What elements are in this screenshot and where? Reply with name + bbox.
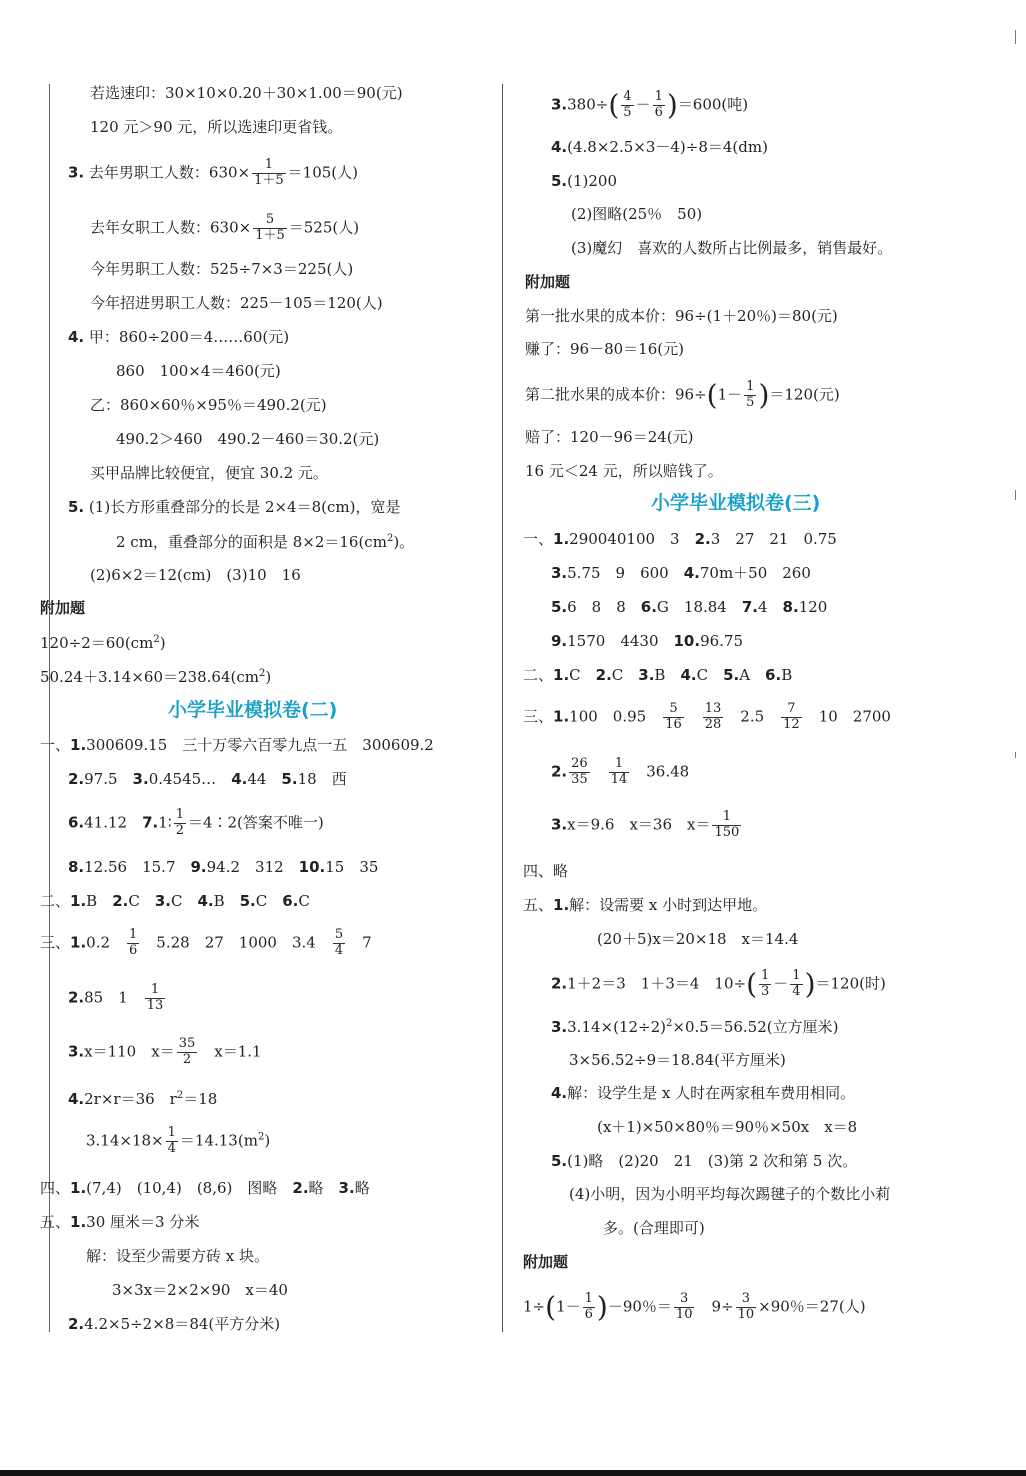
- answer-line: 6.41.12 7.1∶ $\frac{1}{2}$ ＝4∶2(答案不唯一): [68, 807, 324, 838]
- answer-line: 2.1＋2＝3 1＋3＝4 10÷( $\frac{1}{3}$ － $\frac{1}{4}$ )＝120(时): [551, 967, 886, 1001]
- fraction: $\frac{5}{16}$: [665, 701, 682, 732]
- answer-line: 赔了：120－96＝24(元): [525, 428, 694, 446]
- answer-line: 9.1570 4430 10.96.75: [551, 632, 744, 650]
- answer-line: (x＋1)×50×80％＝90％×50x x＝8: [597, 1118, 858, 1136]
- answer-line: $50.24+3.14\times 60=238.64(cm^2)$: [40, 668, 272, 686]
- answer-line: 1÷(1－ $\frac{1}{6}$ )－90％＝ $\frac{3}{10}$ 9÷ $\frac{3}{10}$ ×90％＝27(人): [523, 1290, 866, 1324]
- answer-line: (2)图略(25％ 50): [571, 205, 703, 223]
- exam-3-title: 小学毕业模拟卷(三): [651, 492, 821, 514]
- answer-line: 2.4.2×5÷2×8＝84(平方分米): [68, 1315, 281, 1333]
- question-5-line: 5. (1)长方形重叠部分的长是 2×4＝8(cm)，宽是: [68, 498, 401, 516]
- answer-line: 去年女职工人数：630× $\frac{5}{1+5}$ ＝525(人): [90, 212, 360, 243]
- answer-line: 5.6 8 8 6.G 18.84 7.4 8.120: [551, 598, 828, 616]
- fraction: $\frac{1}{6}$: [654, 89, 663, 120]
- fraction: $\frac{1}{3}$: [761, 968, 770, 999]
- edge-tick: [1015, 490, 1016, 500]
- fraction: $\frac{1}{14}$: [610, 756, 628, 787]
- section-2-line: 二、1.C 2.C 3.B 4.C 5.A 6.B: [523, 666, 793, 684]
- fraction: $\frac{3}{10}$: [675, 1291, 693, 1322]
- answer-line: (4)小明，因为小明平均每次踢毽子的个数比小莉: [569, 1185, 891, 1203]
- bonus-heading: 附加题: [525, 273, 571, 291]
- answer-line: 乙：860×60％×95％＝490.2(元): [90, 396, 327, 414]
- answer-line: 今年男职工人数：525÷7×3＝225(人): [90, 260, 354, 278]
- column-divider: [502, 84, 503, 1332]
- answer-line: 3.x＝9.6 x＝36 x＝ $\frac{1}{150}$: [551, 809, 740, 840]
- answer-line: 今年招进男职工人数：225－105＝120(人): [90, 294, 383, 312]
- edge-tick: [1015, 752, 1016, 758]
- fraction: $\frac{4}{5}$: [623, 89, 632, 120]
- answer-line: $120\div 2=60(cm^2)$: [40, 634, 166, 652]
- exam-2-title: 小学毕业模拟卷(二): [168, 699, 338, 721]
- question-3-line: 3.380÷( $\frac{4}{5}$ － $\frac{1}{6}$ )＝600(吨): [551, 88, 749, 122]
- fraction: $\frac{5}{1+5}$: [255, 212, 285, 243]
- fraction: $\frac{35}{2}$: [178, 1036, 196, 1067]
- question-4-line: 4.(4.8×2.5×3－4)÷8＝4(dm): [551, 138, 768, 156]
- section-4-line: 四、1.(7,4) (10,4) (8,6) 图略 2.略 3.略: [40, 1179, 370, 1197]
- section-5-line: 五、1.30 厘米＝3 分米: [40, 1213, 200, 1231]
- answer-line: (20＋5)x＝20×18 x＝14.4: [597, 930, 799, 948]
- question-3-line: 3. 去年男职工人数：630× $\frac{1}{1+5}$ ＝105(人): [68, 157, 359, 188]
- answer-line: 3.14×18× $\frac{1}{4}$ $=14.13(m^2)$: [86, 1125, 271, 1156]
- bonus-heading: 附加题: [523, 1253, 569, 1271]
- fraction: $\frac{1}{1+5}$: [254, 157, 284, 188]
- answer-line: 16 元＜24 元，所以赔钱了。: [525, 462, 723, 480]
- answer-line: 8.12.56 15.7 9.94.2 312 10.15 35: [68, 858, 379, 876]
- bottom-edge-bar: [0, 1470, 1026, 1476]
- answer-line: 4.解：设学生是 x 人时在两家租车费用相同。: [551, 1084, 856, 1102]
- answer-line: 若选速印：30×10×0.20＋30×1.00＝90(元): [90, 84, 403, 102]
- fraction: $\frac{1}{4}$: [792, 968, 801, 999]
- answer-line: 第二批水果的成本价：96÷(1－ $\frac{1}{5}$ )＝120(元): [525, 378, 840, 412]
- answer-line: 2.97.5 3.0.4545… 4.44 5.18 西: [68, 770, 347, 788]
- section-5-line: 五、1.解：设需要 x 小时到达甲地。: [523, 896, 768, 914]
- fraction: $\frac{5}{4}$: [334, 927, 344, 958]
- fraction: $\frac{1}{150}$: [714, 809, 740, 840]
- fraction: $\frac{1}{6}$: [129, 927, 138, 958]
- answer-line: $3.3.14\times(12\div 2)^2\times 0.5=56.52$(立方厘米): [551, 1018, 839, 1036]
- question-4-line: 4. 甲：860÷200＝4……60(元): [68, 328, 290, 346]
- fraction: $\frac{1}{5}$: [746, 379, 755, 410]
- answer-line: 赚了：96－80＝16(元): [525, 340, 684, 358]
- section-4-line: 四、略: [523, 862, 569, 880]
- bonus-heading: 附加题: [40, 599, 86, 617]
- section-1-line: 一、1.300609.15 三十万零六百零九点一五 300609.2: [40, 736, 434, 754]
- answer-line: 2. $\frac{26}{35}$ $\frac{1}{14}$ 36.48: [551, 756, 690, 787]
- answer-line: 860 100×4＝460(元): [116, 362, 281, 380]
- section-2-line: 二、1.B 2.C 3.C 4.B 5.C 6.C: [40, 892, 310, 910]
- left-edge-line: [49, 84, 50, 1332]
- answer-line: 3×3x＝2×2×90 x＝40: [112, 1281, 288, 1299]
- question-5-line: 5.(1)200: [551, 172, 618, 190]
- answer-line: 买甲品牌比较便宜，便宜 30.2 元。: [90, 464, 328, 482]
- fraction: $\frac{13}{28}$: [704, 701, 722, 732]
- question-number: 3.: [68, 163, 85, 182]
- fraction: $\frac{1}{6}$: [584, 1291, 593, 1322]
- fraction: $\frac{26}{35}$: [571, 756, 588, 787]
- answer-line: 3×56.52÷9＝18.84(平方厘米): [569, 1051, 786, 1069]
- question-number: 4.: [68, 328, 85, 346]
- answer-line: 2 cm，重叠部分的面积是 $8\times 2=16(cm^2)$。: [116, 533, 415, 551]
- answer-line: 3.x＝110 x＝ $\frac{35}{2}$ x＝1.1: [68, 1036, 262, 1067]
- answer-line: (3)魔幻 喜欢的人数所占比例最多，销售最好。: [571, 239, 893, 257]
- section-1-line: 一、1.290040100 3 2.3 27 21 0.75: [523, 530, 837, 548]
- answer-line: 490.2＞460 490.2－460＝30.2(元): [116, 430, 380, 448]
- answer-line: 多。(合理即可): [603, 1219, 705, 1237]
- fraction: $\frac{1}{4}$: [167, 1125, 176, 1156]
- fraction: $\frac{1}{13}$: [146, 982, 164, 1013]
- answer-line: 2.85 1 $\frac{1}{13}$: [68, 982, 164, 1013]
- answer-line: (2)6×2＝12(cm) (3)10 16: [90, 566, 301, 584]
- edge-tick: [1015, 30, 1016, 44]
- section-3-line: 三、1.0.2 $\frac{1}{6}$ 5.28 27 1000 3.4 $\frac{5}{4}$ 7: [40, 927, 372, 958]
- question-number: 5.: [68, 498, 85, 516]
- answer-line: 解：设至少需要方砖 x 块。: [86, 1247, 269, 1265]
- fraction: $\frac{1}{2}$: [175, 807, 184, 838]
- section-3-line: 三、1.100 0.95 $\frac{5}{16}$ $\frac{13}{28}$ 2.5 $\frac{7}{12}$ 10 2700: [523, 701, 891, 732]
- answer-line: 第一批水果的成本价：96÷(1＋20％)＝80(元): [525, 307, 838, 325]
- answer-line: 3.5.75 9 600 4.70m＋50 260: [551, 564, 811, 582]
- answer-line: 5.(1)略 (2)20 21 (3)第 2 次和第 5 次。: [551, 1152, 858, 1170]
- fraction: $\frac{3}{10}$: [737, 1291, 755, 1322]
- fraction: $\frac{7}{12}$: [783, 701, 800, 732]
- answer-line: 4.2r×r＝36 $r^2=18$: [68, 1090, 218, 1108]
- answer-line: 120 元＞90 元，所以选速印更省钱。: [90, 118, 343, 136]
